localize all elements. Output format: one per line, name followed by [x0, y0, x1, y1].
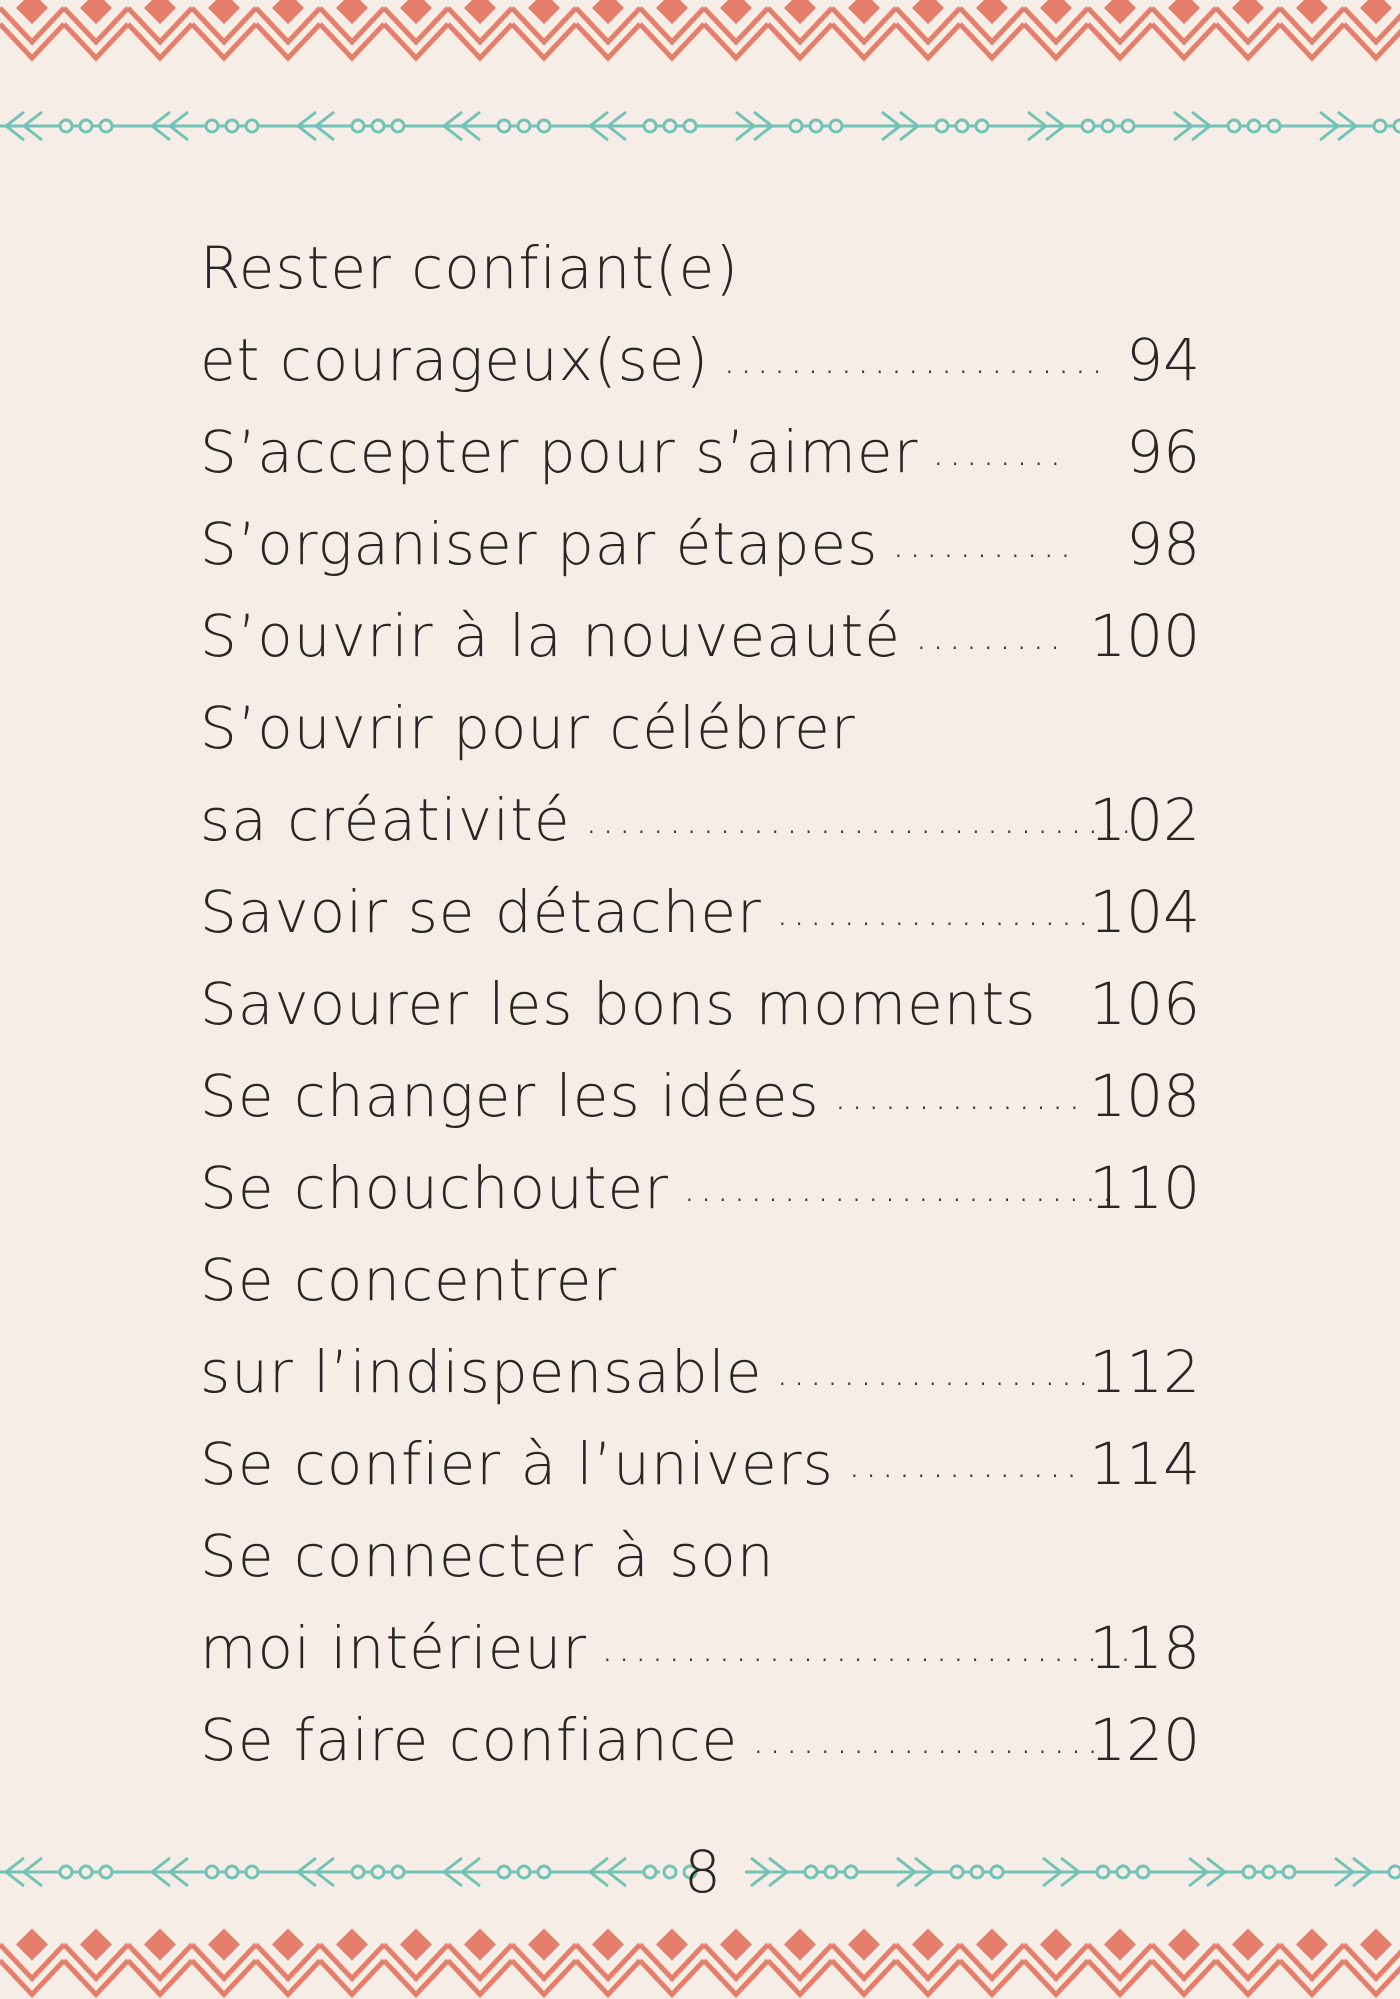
diamond-mark	[16, 1929, 48, 1961]
toc-entry-title: Savourer les bons moments	[200, 970, 1037, 1038]
toc-entry-title: Rester confiant(e)	[200, 234, 739, 302]
toc-entry	[200, 498, 1200, 590]
diamond-mark	[464, 0, 496, 24]
dot-leader: ..........................	[683, 1165, 1118, 1211]
toc-entry-page: 110	[1089, 1154, 1200, 1222]
diamond-mark	[784, 0, 816, 24]
arrow-bead-pattern-icon	[0, 106, 1400, 146]
toc-entry-page: 108	[1089, 1062, 1200, 1130]
diamond-mark	[1168, 1929, 1200, 1961]
bead-mark	[956, 120, 968, 132]
diamond-mark	[144, 0, 176, 24]
bead-mark	[1374, 120, 1386, 132]
diamond-mark	[1040, 1929, 1072, 1961]
top-arrow-border	[0, 106, 1400, 146]
bead-mark	[805, 1866, 817, 1878]
toc-entry-page: 94	[1126, 326, 1200, 394]
bead-mark	[246, 1866, 258, 1878]
toc-entry-page: 112	[1089, 1338, 1200, 1406]
diamond-mark	[1232, 0, 1264, 24]
diamond-mark	[336, 0, 368, 24]
bead-mark	[1097, 1866, 1109, 1878]
toc-entry-page: 118	[1089, 1614, 1200, 1682]
bead-mark	[100, 120, 112, 132]
arrow-bead-pattern-icon	[0, 1852, 660, 1892]
toc-entry-title: sur l’indispensable	[200, 1338, 763, 1406]
dot-leader: .......................	[723, 337, 1108, 383]
toc-entry-title: moi intérieur	[200, 1614, 588, 1682]
toc-entry	[200, 682, 1200, 774]
diamond-mark	[912, 0, 944, 24]
bead-mark	[991, 1866, 1003, 1878]
toc-entry	[200, 1694, 1200, 1786]
diamond-mark	[784, 1929, 816, 1961]
diamond-mark	[208, 0, 240, 24]
bead-mark	[971, 1866, 983, 1878]
top-decorative-band	[0, 0, 1400, 60]
toc-entry	[200, 866, 1200, 958]
diamond-mark	[656, 1929, 688, 1961]
bead-mark	[518, 1866, 530, 1878]
bead-mark	[1117, 1866, 1129, 1878]
dot-leader: ..............	[848, 1441, 1083, 1487]
bead-mark	[60, 120, 72, 132]
diamond-mark	[720, 0, 752, 24]
toc-entry-title: S’accepter pour s’aimer	[200, 418, 919, 486]
bead-mark	[498, 1866, 510, 1878]
diamond-mark	[1232, 1929, 1264, 1961]
toc-entry-title: S’ouvrir à la nouveauté	[200, 602, 901, 670]
bead-mark	[80, 120, 92, 132]
toc-entry-title: Se connecter à son	[200, 1522, 775, 1590]
page-number: 8	[684, 1838, 721, 1906]
toc-entry-page: 114	[1089, 1430, 1200, 1498]
diamond-mark	[1360, 1929, 1392, 1961]
bead-mark	[664, 120, 676, 132]
bead-mark	[226, 120, 238, 132]
diamond-mark	[528, 1929, 560, 1961]
bead-mark	[372, 1866, 384, 1878]
bead-mark	[226, 1866, 238, 1878]
toc-entry	[200, 314, 1200, 406]
diamond-mark	[848, 1929, 880, 1961]
toc-entry-title: Se changer les idées	[200, 1062, 820, 1130]
toc-entry-title: sa créativité	[200, 786, 571, 854]
toc-entry-page: 120	[1089, 1706, 1200, 1774]
dot-leader: ........	[932, 429, 1066, 475]
diamond-mark	[80, 1929, 112, 1961]
diamond-mark	[336, 1929, 368, 1961]
bead-mark	[518, 120, 530, 132]
bead-mark	[206, 1866, 218, 1878]
bead-mark	[392, 120, 404, 132]
bead-mark	[246, 120, 258, 132]
toc-entry-title: Se faire confiance	[200, 1706, 739, 1774]
dot-leader: ...............	[834, 1073, 1085, 1119]
bottom-arrow-border-left	[0, 1852, 660, 1892]
bead-mark	[206, 120, 218, 132]
bead-mark	[951, 1866, 963, 1878]
bead-mark	[1137, 1866, 1149, 1878]
toc-entry	[200, 1326, 1200, 1418]
bead-mark	[1389, 1866, 1400, 1878]
toc-entry-title: Se chouchouter	[200, 1154, 669, 1222]
table-of-contents	[200, 222, 1200, 1786]
bead-mark	[372, 120, 384, 132]
dot-leader: ...........	[892, 521, 1076, 567]
diamond-mark	[592, 0, 624, 24]
diamond-mark	[592, 1929, 624, 1961]
bottom-arrow-border-right	[745, 1852, 1400, 1892]
diamond-mark	[976, 0, 1008, 24]
bead-mark	[1263, 1866, 1275, 1878]
bead-mark	[100, 1866, 112, 1878]
toc-entry-title: Se confier à l’univers	[200, 1430, 834, 1498]
diamond-mark	[272, 1929, 304, 1961]
bead-mark	[392, 1866, 404, 1878]
toc-entry-title: et courageux(se)	[200, 326, 710, 394]
diamond-mark	[16, 0, 48, 24]
toc-entry-page: 96	[1126, 418, 1200, 486]
bead-mark	[644, 120, 656, 132]
bead-mark	[830, 120, 842, 132]
diamond-mark	[720, 1929, 752, 1961]
bead-mark	[1268, 120, 1280, 132]
dot-leader: .....................	[752, 1717, 1104, 1763]
dot-leader: .........	[915, 613, 1066, 659]
toc-entry	[200, 1510, 1200, 1602]
diamond-mark	[1296, 0, 1328, 24]
bead-mark	[1243, 1866, 1255, 1878]
diamond-mark	[400, 1929, 432, 1961]
bead-mark	[845, 1866, 857, 1878]
bead-mark	[1248, 120, 1260, 132]
diamond-mark	[272, 0, 304, 24]
arrow-bead-pattern-icon	[745, 1852, 1400, 1892]
bead-mark	[1394, 120, 1400, 132]
toc-entry-title: S’organiser par étapes	[200, 510, 879, 578]
diamond-mark	[1104, 1929, 1136, 1961]
bead-mark	[1228, 120, 1240, 132]
diamond-mark	[912, 1929, 944, 1961]
bead-mark	[976, 120, 988, 132]
toc-entry	[200, 958, 1200, 1050]
dot-leader: ...................	[776, 889, 1094, 935]
diamond-mark	[1296, 1929, 1328, 1961]
toc-entry	[200, 1234, 1200, 1326]
diamond-mark	[1360, 0, 1392, 24]
bead-mark	[810, 120, 822, 132]
bead-mark	[352, 120, 364, 132]
diamond-mark	[1040, 0, 1072, 24]
toc-entry	[200, 222, 1200, 314]
toc-entry-page: 106	[1089, 970, 1200, 1038]
toc-entry	[200, 1602, 1200, 1694]
dot-leader: ...................	[776, 1349, 1094, 1395]
bead-mark	[825, 1866, 837, 1878]
toc-entry	[200, 774, 1200, 866]
diamond-mark	[208, 1929, 240, 1961]
toc-entry-page: 100	[1089, 602, 1200, 670]
bead-mark	[1122, 120, 1134, 132]
bead-mark	[60, 1866, 72, 1878]
bead-mark	[936, 120, 948, 132]
dot-leader: ................................	[601, 1625, 1136, 1671]
bead-mark	[1102, 120, 1114, 132]
toc-entry	[200, 1142, 1200, 1234]
diamond-mark	[464, 1929, 496, 1961]
toc-entry-title: S’ouvrir pour célébrer	[200, 694, 856, 762]
toc-entry-page: 102	[1089, 786, 1200, 854]
toc-entry	[200, 1418, 1200, 1510]
toc-entry	[200, 1050, 1200, 1142]
bead-mark	[538, 1866, 550, 1878]
bead-mark	[790, 120, 802, 132]
bead-mark	[538, 120, 550, 132]
toc-entry-page: 98	[1126, 510, 1200, 578]
diamond-mark	[80, 0, 112, 24]
diamond-mark	[976, 1929, 1008, 1961]
bead-mark	[80, 1866, 92, 1878]
diamond-mark	[1168, 0, 1200, 24]
bead-mark	[1283, 1866, 1295, 1878]
bead-mark	[644, 1866, 656, 1878]
bead-mark	[352, 1866, 364, 1878]
toc-entry	[200, 590, 1200, 682]
bead-mark	[498, 120, 510, 132]
dot-leader: .................................	[585, 797, 1137, 843]
toc-entry-title: Se concentrer	[200, 1246, 618, 1314]
toc-entry-page: 104	[1089, 878, 1200, 946]
bead-mark	[1082, 120, 1094, 132]
diamond-chevron-pattern-icon	[0, 0, 1400, 60]
toc-entry	[200, 406, 1200, 498]
bead-mark	[684, 120, 696, 132]
diamond-mark	[848, 0, 880, 24]
toc-entry-title: Savoir se détacher	[200, 878, 762, 946]
diamond-mark	[656, 0, 688, 24]
diamond-mark	[1104, 0, 1136, 24]
diamond-chevron-pattern-icon	[0, 1934, 1400, 1999]
bottom-decorative-band	[0, 1934, 1400, 1999]
diamond-mark	[144, 1929, 176, 1961]
diamond-mark	[400, 0, 432, 24]
diamond-mark	[528, 0, 560, 24]
